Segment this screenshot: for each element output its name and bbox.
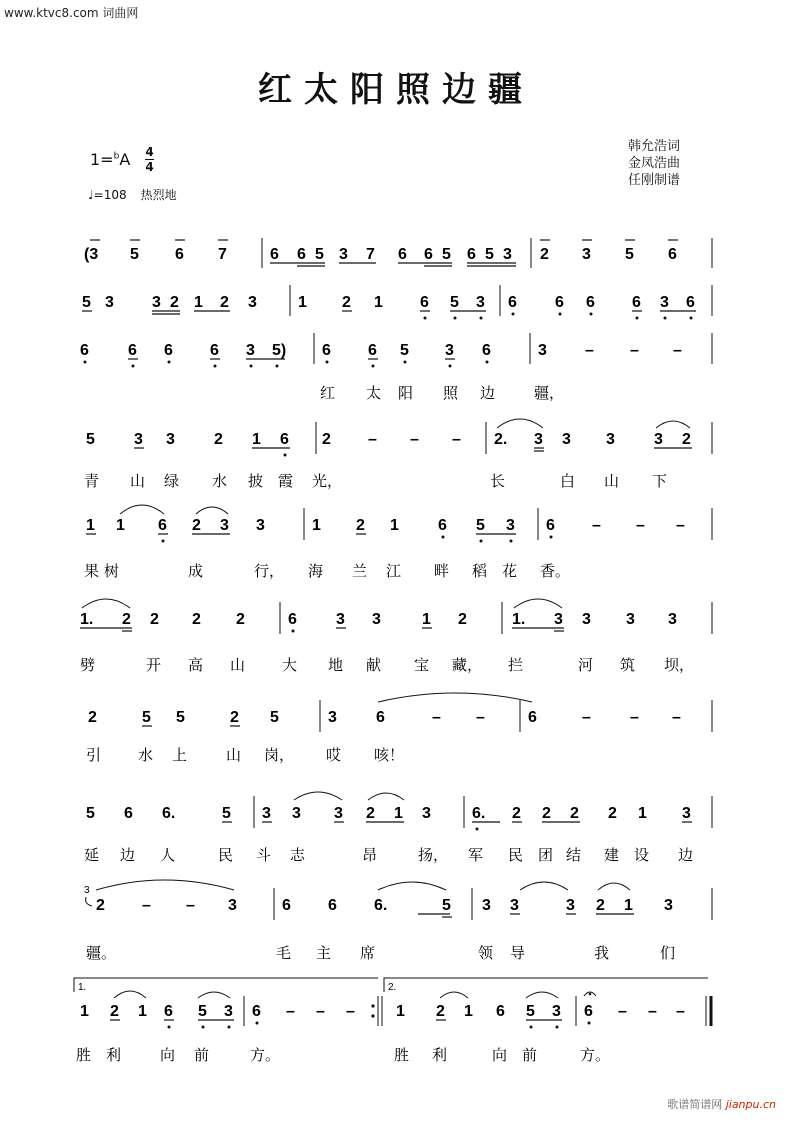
lyric: 绿 — [164, 472, 180, 490]
note: 6. — [374, 897, 388, 914]
note: 1 — [86, 517, 95, 534]
note: 3 — [292, 805, 301, 822]
lyric: 领 — [478, 944, 494, 962]
volta-first: 1. — [78, 982, 87, 993]
lyric: 利 — [432, 1046, 448, 1064]
note: 5 — [315, 246, 324, 263]
lyric: 献 — [366, 656, 382, 674]
lyric: 设 — [634, 846, 650, 864]
note: 5 — [198, 1003, 207, 1020]
score-line — [84, 880, 712, 962]
note: 3 — [422, 805, 431, 822]
note: 1 — [374, 294, 383, 311]
note: 2 — [322, 431, 331, 448]
lyric: 畔 — [434, 562, 450, 580]
note: 2 — [192, 517, 201, 534]
note: 3 — [506, 517, 515, 534]
lyric: 成 — [188, 562, 204, 580]
note: 3 — [334, 805, 343, 822]
note: – — [672, 709, 681, 726]
lyric: 果 — [84, 562, 100, 580]
lyric: 斗 — [256, 846, 272, 864]
note: 5 — [442, 246, 451, 263]
note: 2 — [88, 709, 97, 726]
note: – — [286, 1003, 295, 1020]
score-line — [84, 792, 712, 864]
note: 2 — [436, 1003, 445, 1020]
note: – — [410, 431, 419, 448]
note: 3 — [582, 611, 591, 628]
note: 7 — [366, 246, 375, 263]
note: 2 — [682, 431, 691, 448]
note: 5 — [526, 1003, 535, 1020]
note: 6 — [438, 517, 447, 534]
lyric: 照 — [443, 384, 459, 402]
footer-site-url: jianpu.cn — [725, 1098, 776, 1111]
note: 6 — [252, 1003, 261, 1020]
note: 3 — [339, 246, 348, 263]
note: 2 — [356, 517, 365, 534]
note: 6 — [496, 1003, 505, 1020]
lyric: 边 — [678, 846, 694, 864]
score-line — [84, 419, 712, 490]
note: 3 — [554, 611, 563, 628]
note: 3 — [582, 246, 591, 263]
note: 2 — [540, 246, 549, 263]
note: 6 — [124, 805, 133, 822]
note: 2 — [342, 294, 351, 311]
score-line — [86, 693, 712, 764]
note: 3 — [256, 517, 265, 534]
note: 3 — [682, 805, 691, 822]
note: 6 — [632, 294, 641, 311]
note: 2 — [570, 805, 579, 822]
lyric: 地 — [328, 656, 344, 674]
lyric: 下 — [652, 472, 668, 490]
note: 3 — [166, 431, 175, 448]
note: – — [636, 517, 645, 534]
lyric: 扬， — [418, 846, 449, 864]
note: – — [582, 709, 591, 726]
lyric: 方。 — [250, 1046, 281, 1064]
note: 3 — [220, 517, 229, 534]
lyric: 昂 — [362, 846, 378, 864]
lyric: 江 — [386, 562, 402, 580]
note: 6 — [424, 246, 433, 263]
lyric: 红 — [320, 384, 336, 402]
lyric: 边 — [480, 384, 496, 402]
note: 2 — [214, 431, 223, 448]
note: 3 — [262, 805, 271, 822]
lyric: 劈 — [80, 656, 96, 674]
note: 3 — [654, 431, 663, 448]
note: 6 — [128, 342, 137, 359]
note: 6 — [555, 294, 564, 311]
note: 2 — [458, 611, 467, 628]
note: 3 — [246, 342, 255, 359]
note: 6. — [472, 805, 486, 822]
footer-site-name: 歌谱简谱网 — [667, 1098, 723, 1111]
note: 3 — [228, 897, 237, 914]
lyric: 团 — [538, 846, 554, 864]
note: 7 — [218, 246, 227, 263]
score-line — [84, 238, 712, 268]
score-line — [80, 333, 712, 402]
note: 5 — [476, 517, 485, 534]
note: 6 — [420, 294, 429, 311]
note: 6 — [158, 517, 167, 534]
lyric: 军 — [468, 846, 484, 864]
note: 6 — [270, 246, 279, 263]
note: 2 — [96, 897, 105, 914]
note: 2 — [236, 611, 245, 628]
note: – — [346, 1003, 355, 1020]
note: 5) — [272, 342, 287, 359]
lyric: 咳！ — [374, 746, 405, 764]
lyric: 我 — [594, 944, 610, 962]
note: 3 — [668, 611, 677, 628]
note: – — [432, 709, 441, 726]
lyric: 方。 — [580, 1046, 611, 1064]
note: 2 — [192, 611, 201, 628]
song-title: 红太阳照边疆 — [258, 70, 534, 110]
lyricist: 韩允浩词 — [628, 139, 681, 154]
lyric: 花 — [502, 562, 518, 580]
note: – — [676, 517, 685, 534]
note: 6 — [210, 342, 219, 359]
lyric: 拦 — [508, 656, 524, 674]
lyric: 毛 — [276, 944, 292, 962]
lyric: 利 — [106, 1046, 122, 1064]
note: 3 — [562, 431, 571, 448]
time-denominator: 4 — [145, 160, 154, 174]
note: 5 — [86, 431, 95, 448]
lyric: 山 — [130, 472, 146, 490]
note: 1. — [80, 611, 94, 628]
lyric: 延 — [84, 846, 100, 864]
lyric: 青 — [84, 472, 100, 490]
note: 3 — [105, 294, 114, 311]
note: 3 — [152, 294, 161, 311]
note: 3 — [664, 897, 673, 914]
note: 5 — [625, 246, 634, 263]
lyric: 人 — [160, 846, 176, 864]
note: 5 — [400, 342, 409, 359]
lyric: 民 — [218, 846, 234, 864]
note: 3 — [328, 709, 337, 726]
note: 1 — [252, 431, 261, 448]
note: 1 — [298, 294, 307, 311]
note: 3 — [224, 1003, 233, 1020]
note: 6 — [398, 246, 407, 263]
lyric: 筑 — [620, 656, 636, 674]
note: 1 — [624, 897, 633, 914]
lyric: 香。 — [540, 562, 571, 580]
note: 5 — [450, 294, 459, 311]
lyric: 向 — [492, 1046, 508, 1064]
note: 6 — [80, 342, 89, 359]
note: 6 — [376, 709, 385, 726]
lyric: 民 — [508, 846, 524, 864]
note: 2 — [150, 611, 159, 628]
note: 1 — [464, 1003, 473, 1020]
lyric: 宝 — [414, 656, 430, 674]
note: 3 — [503, 246, 512, 263]
mood-marking: 热烈地 — [140, 188, 177, 202]
note: – — [676, 1003, 685, 1020]
composer: 金凤浩曲 — [628, 156, 681, 171]
note: 6 — [322, 342, 331, 359]
lyric: 山 — [604, 472, 620, 490]
note: – — [648, 1003, 657, 1020]
note: – — [630, 342, 639, 359]
lyric: 行， — [254, 562, 285, 580]
lyric: 披 — [248, 472, 264, 490]
note: – — [476, 709, 485, 726]
score-line — [74, 978, 711, 1064]
note: 3 — [534, 431, 543, 448]
note: 6 — [586, 294, 595, 311]
note: 1 — [80, 1003, 89, 1020]
note: 6 — [297, 246, 306, 263]
note: 5 — [270, 709, 279, 726]
note: 6 — [328, 897, 337, 914]
note: 6 — [164, 1003, 173, 1020]
lyric: 山 — [226, 746, 242, 764]
note: – — [368, 431, 377, 448]
tempo-value: ♩=108 — [88, 188, 127, 202]
lyric: 藏， — [452, 656, 483, 674]
note: 5 — [86, 805, 95, 822]
note: 2 — [170, 294, 179, 311]
lyric: 建 — [604, 846, 620, 864]
note: 6 — [368, 342, 377, 359]
lyric: 坝， — [664, 656, 695, 674]
note: 6 — [668, 246, 677, 263]
note: 3 — [552, 1003, 561, 1020]
lyric: 白 — [560, 472, 576, 490]
note: 1 — [422, 611, 431, 628]
note: 2 — [608, 805, 617, 822]
note: 3 — [606, 431, 615, 448]
time-numerator: 4 — [145, 145, 154, 159]
note: 1 — [116, 517, 125, 534]
key-signature: 1=$^b$A — [90, 150, 131, 169]
lyric: 岗， — [264, 746, 295, 764]
note: 3 — [248, 294, 257, 311]
lyric: 疆， — [534, 384, 565, 402]
lyric: 阳 — [398, 384, 414, 402]
lyric: 前 — [194, 1046, 210, 1064]
lyric: 上 — [172, 746, 188, 764]
lyric: 引 — [86, 746, 102, 764]
note: 6 — [528, 709, 537, 726]
note: 3 — [134, 431, 143, 448]
lyric: 长 — [490, 472, 506, 490]
lyric: 光， — [312, 472, 343, 490]
note: – — [316, 1003, 325, 1020]
lyric: 河 — [578, 656, 594, 674]
note: 5 — [442, 897, 451, 914]
note: – — [186, 897, 195, 914]
lyric: 开 — [146, 656, 162, 674]
note: 3 — [660, 294, 669, 311]
note: 2 — [512, 805, 521, 822]
note: 2 — [110, 1003, 119, 1020]
note: 5 — [82, 294, 91, 311]
lyric: 兰 — [352, 562, 368, 580]
note: 1 — [194, 294, 203, 311]
note: 1 — [394, 805, 403, 822]
note: 6 — [288, 611, 297, 628]
lyric: 边 — [120, 846, 136, 864]
note: 5 — [485, 246, 494, 263]
note: – — [630, 709, 639, 726]
lyric: 水 — [138, 746, 154, 764]
note: 3 — [510, 897, 519, 914]
note: – — [592, 517, 601, 534]
note: 3 — [566, 897, 575, 914]
note: 6 — [280, 431, 289, 448]
note: 2. — [494, 431, 508, 448]
note: 2 — [596, 897, 605, 914]
lyric: 结 — [566, 846, 582, 864]
note: 6 — [482, 342, 491, 359]
score-line — [84, 505, 712, 580]
transcriber: 任刚制谱 — [628, 173, 681, 188]
lyric: 疆。 — [86, 944, 117, 962]
lyric: 树 — [104, 562, 120, 580]
note: 6 — [686, 294, 695, 311]
note: 3 — [626, 611, 635, 628]
volta-second: 2. — [388, 982, 397, 993]
note: 6 — [546, 517, 555, 534]
note: 2 — [366, 805, 375, 822]
lyric: 山 — [230, 656, 246, 674]
note: 6 — [175, 246, 184, 263]
note: 1 — [638, 805, 647, 822]
note: 3 — [336, 611, 345, 628]
note: 1. — [512, 611, 526, 628]
lyric: 席 — [360, 944, 376, 962]
note: – — [618, 1003, 627, 1020]
note: 6 — [508, 294, 517, 311]
lyric: 胜 — [394, 1046, 410, 1064]
note: 6 — [282, 897, 291, 914]
note: 6 — [584, 1003, 593, 1020]
note: 3 — [538, 342, 547, 359]
note: 2 — [220, 294, 229, 311]
lyric: 稻 — [472, 562, 488, 580]
note: – — [673, 342, 682, 359]
note: 5 — [130, 246, 139, 263]
lyric: 前 — [522, 1046, 538, 1064]
lyric: 太 — [366, 384, 382, 402]
note: 2 — [122, 611, 131, 628]
score-line — [80, 599, 712, 674]
note: 1 — [390, 517, 399, 534]
lyric: 向 — [160, 1046, 176, 1064]
lyric: 哎 — [326, 746, 342, 764]
site-watermark: www.ktvc8.com 词曲网 — [4, 6, 139, 20]
note: 5 — [176, 709, 185, 726]
note: (3 — [84, 246, 99, 263]
note: 2 — [230, 709, 239, 726]
note: 6 — [467, 246, 476, 263]
score-line — [82, 285, 712, 320]
grace-note: 3 — [84, 885, 90, 896]
note: 3 — [476, 294, 485, 311]
site-footer — [667, 1096, 776, 1112]
lyric: 导 — [510, 944, 526, 962]
note: – — [452, 431, 461, 448]
lyric: 高 — [188, 656, 204, 674]
note: – — [585, 342, 594, 359]
lyric: 胜 — [76, 1046, 92, 1064]
note: 3 — [372, 611, 381, 628]
note: 6. — [162, 805, 176, 822]
note: 1 — [396, 1003, 405, 1020]
key-flat: b — [113, 151, 120, 162]
note: – — [142, 897, 151, 914]
note: 6 — [164, 342, 173, 359]
note: 3 — [445, 342, 454, 359]
lyric: 们 — [660, 944, 676, 962]
note: 1 — [312, 517, 321, 534]
note: 3 — [482, 897, 491, 914]
lyric: 主 — [316, 944, 332, 962]
note: 1 — [138, 1003, 147, 1020]
lyric: 海 — [308, 562, 324, 580]
lyric: 志 — [290, 846, 306, 864]
note: 5 — [142, 709, 151, 726]
lyric: 霞 — [278, 472, 294, 490]
note: 5 — [222, 805, 231, 822]
lyric: 水 — [212, 472, 228, 490]
lyric: 大 — [282, 656, 298, 674]
note: 2 — [542, 805, 551, 822]
